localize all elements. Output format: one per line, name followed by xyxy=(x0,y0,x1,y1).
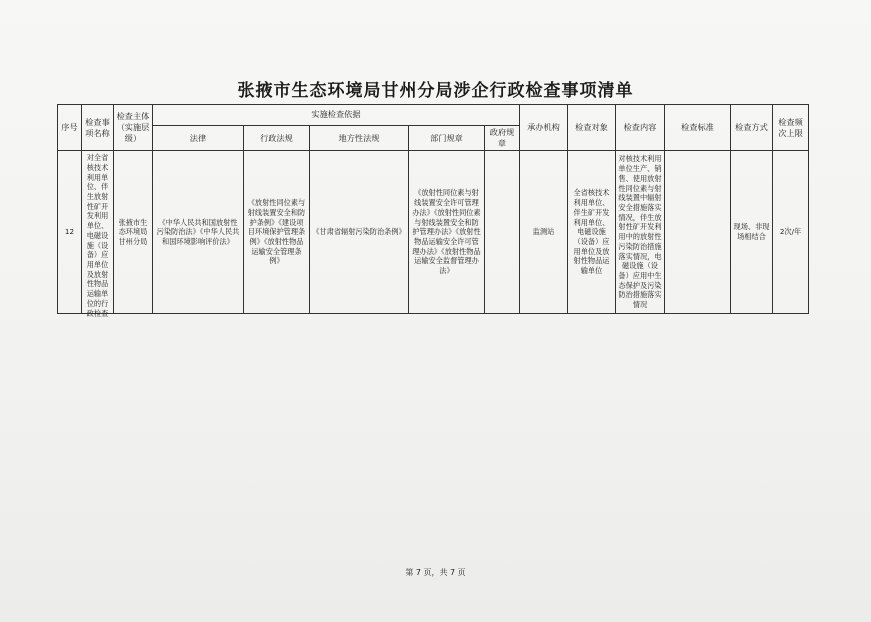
cell-admin-reg: 《放射性同位素与射线装置安全和防护条例》《建设项目环境保护管理条例》《放射性物品运输安全管理条例》 xyxy=(244,151,310,314)
table-header-row xyxy=(58,105,809,126)
cell-dept-rule: 《放射性同位素与射线装置安全许可管理办法》《放射性同位素与射线装置安全和防护管理办法》《放射性物品运输安全许可管理办法》《放射性物品运输安全监督管理办法》 xyxy=(409,151,485,314)
cell-item-name-text: 对全省核技术利用单位、伴生放射性矿开发利用单位、电磁设施（设备）应用单位及放射性物品运输单位的行政检查 xyxy=(86,153,109,318)
header-subject: 检查主体（实施层级） xyxy=(114,105,153,151)
cell-agency: 监测站 xyxy=(520,151,568,314)
header-basis: 实施检查依据 xyxy=(153,105,520,126)
header-dept-rule: 部门规章 xyxy=(409,126,485,151)
header-method: 检查方式 xyxy=(731,105,773,151)
header-seq: 序号 xyxy=(58,105,82,151)
header-gov-rule: 政府规章 xyxy=(485,126,520,151)
page-number: 第 7 页，共 7 页 xyxy=(405,568,466,577)
header-content: 检查内容 xyxy=(616,105,665,151)
cell-item-name xyxy=(82,151,114,318)
header-local-reg: 地方性法规 xyxy=(310,126,409,151)
cell-content-text: 对核技术利用单位生产、销售、使用放射性同位素与射线装置中辐射安全措施落实情况，伴生放射性矿开发利用中的放射性污染防治措施落实情况，电磁设施（设备）应用中生态保护及污染防治措施落实情况 xyxy=(618,154,662,310)
cell-gov-rule xyxy=(485,151,520,314)
header-object: 检查对象 xyxy=(568,105,616,151)
header-agency: 承办机构 xyxy=(520,105,568,151)
inspection-table xyxy=(57,104,809,318)
cell-law: 《中华人民共和国放射性污染防治法》《中华人民共和国环境影响评价法》 xyxy=(153,151,244,314)
cell-local-reg: 《甘肃省辐射污染防治条例》 xyxy=(310,151,409,314)
header-law: 法律 xyxy=(153,126,244,151)
cell-frequency: 2次/年 xyxy=(773,151,809,314)
cell-standard xyxy=(665,151,731,314)
header-frequency: 检查频次上限 xyxy=(773,105,809,151)
cell-subject: 张掖市生态环境局甘州分局 xyxy=(114,151,153,314)
cell-object: 全省核技术利用单位、伴生矿开发利用单位、电磁设施（设备）应用单位及放射性物品运输单位 xyxy=(568,151,616,314)
header-admin-reg: 行政法规 xyxy=(244,126,310,151)
header-standard: 检查标准 xyxy=(665,105,731,151)
table-row xyxy=(58,151,809,314)
cell-seq: 12 xyxy=(58,151,82,314)
cell-method: 现场、非现场相结合 xyxy=(731,151,773,314)
header-item-name: 检查事项名称 xyxy=(82,105,114,151)
document-title: 张掖市生态环境局甘州分局涉企行政检查事项清单 xyxy=(237,81,634,101)
cell-content xyxy=(616,151,665,314)
